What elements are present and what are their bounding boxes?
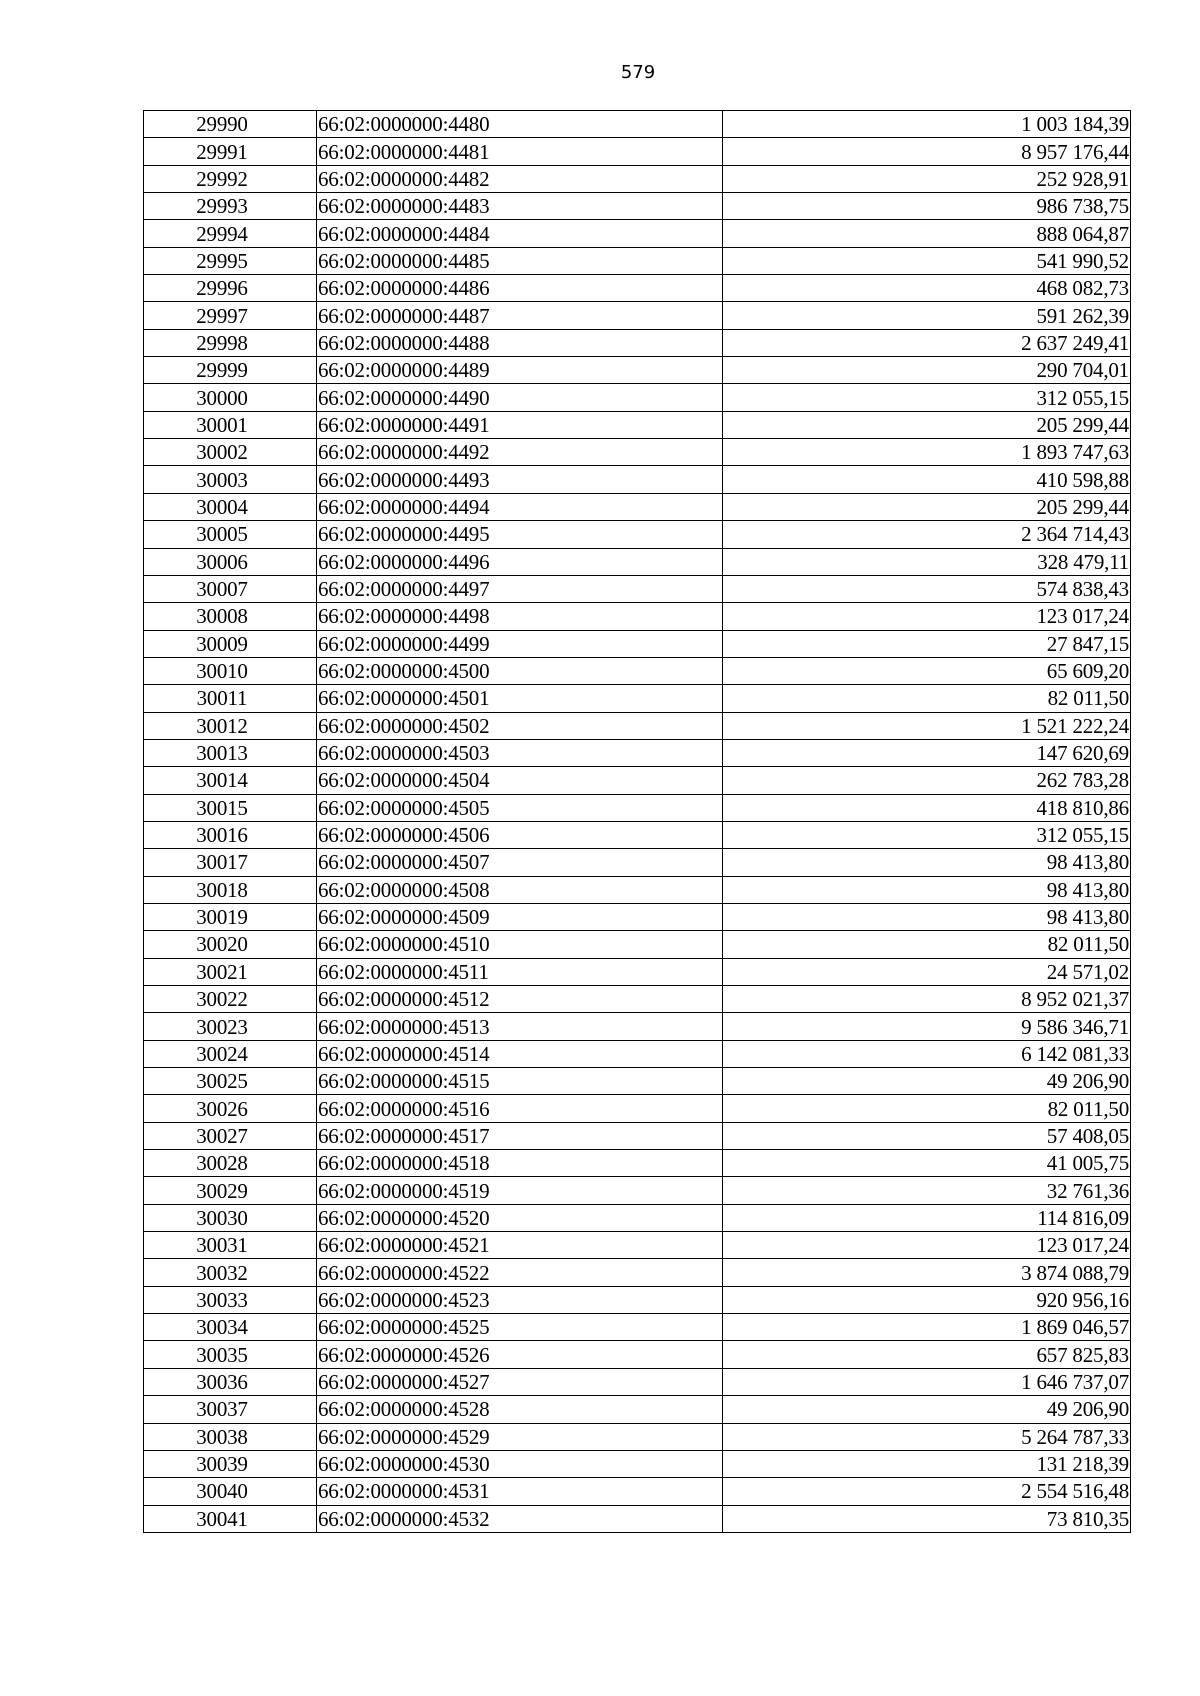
cadastral-value-cell: 82 011,50 <box>723 931 1131 958</box>
cadastral-value-cell: 82 011,50 <box>723 1095 1131 1122</box>
row-number-cell: 29999 <box>144 357 317 384</box>
row-number-cell: 30041 <box>144 1505 317 1532</box>
cadastral-value-cell: 591 262,39 <box>723 302 1131 329</box>
cadastral-value-cell: 98 413,80 <box>723 903 1131 930</box>
cadastral-value-cell: 657 825,83 <box>723 1341 1131 1368</box>
cadastral-value-cell: 1 646 737,07 <box>723 1368 1131 1395</box>
row-number-cell: 29997 <box>144 302 317 329</box>
table-row <box>144 193 1131 220</box>
row-number-cell: 30024 <box>144 1040 317 1067</box>
row-number-cell: 30023 <box>144 1013 317 1040</box>
row-number-cell: 30035 <box>144 1341 317 1368</box>
cadastral-number-cell: 66:02:0000000:4489 <box>317 357 723 384</box>
cadastral-value-cell: 131 218,39 <box>723 1450 1131 1477</box>
row-number-cell: 30000 <box>144 384 317 411</box>
cadastral-value-cell: 65 609,20 <box>723 657 1131 684</box>
table-row <box>144 1368 1131 1395</box>
row-number-cell: 30019 <box>144 903 317 930</box>
cadastral-number-cell: 66:02:0000000:4483 <box>317 193 723 220</box>
cadastral-number-cell: 66:02:0000000:4523 <box>317 1286 723 1313</box>
cadastral-number-cell: 66:02:0000000:4508 <box>317 876 723 903</box>
cadastral-value-cell: 41 005,75 <box>723 1150 1131 1177</box>
cadastral-number-cell: 66:02:0000000:4526 <box>317 1341 723 1368</box>
row-number-cell: 30038 <box>144 1423 317 1450</box>
cadastral-value-cell: 2 637 249,41 <box>723 329 1131 356</box>
cadastral-value-cell: 3 874 088,79 <box>723 1259 1131 1286</box>
cadastral-value-cell: 1 003 184,39 <box>723 111 1131 138</box>
table-row <box>144 1122 1131 1149</box>
table-row <box>144 849 1131 876</box>
cadastral-value-cell: 312 055,15 <box>723 384 1131 411</box>
row-number-cell: 30010 <box>144 657 317 684</box>
table-row <box>144 111 1131 138</box>
cadastral-number-cell: 66:02:0000000:4481 <box>317 138 723 165</box>
table-row <box>144 329 1131 356</box>
table-row <box>144 548 1131 575</box>
cadastral-number-cell: 66:02:0000000:4501 <box>317 685 723 712</box>
table-row <box>144 275 1131 302</box>
table-row <box>144 1341 1131 1368</box>
row-number-cell: 30027 <box>144 1122 317 1149</box>
row-number-cell: 30030 <box>144 1204 317 1231</box>
row-number-cell: 30037 <box>144 1396 317 1423</box>
cadastral-value-cell: 49 206,90 <box>723 1068 1131 1095</box>
cadastral-number-cell: 66:02:0000000:4519 <box>317 1177 723 1204</box>
table-row <box>144 821 1131 848</box>
table-row <box>144 1396 1131 1423</box>
table-row <box>144 1204 1131 1231</box>
cadastral-number-cell: 66:02:0000000:4522 <box>317 1259 723 1286</box>
row-number-cell: 30025 <box>144 1068 317 1095</box>
row-number-cell: 30013 <box>144 739 317 766</box>
row-number-cell: 30017 <box>144 849 317 876</box>
cadastral-number-cell: 66:02:0000000:4480 <box>317 111 723 138</box>
table-row <box>144 1286 1131 1313</box>
cadastral-value-cell: 1 893 747,63 <box>723 439 1131 466</box>
table-row <box>144 794 1131 821</box>
cadastral-value-cell: 986 738,75 <box>723 193 1131 220</box>
cadastral-value-cell: 2 364 714,43 <box>723 521 1131 548</box>
cadastral-value-cell: 205 299,44 <box>723 493 1131 520</box>
table-row <box>144 876 1131 903</box>
table-row <box>144 138 1131 165</box>
table-row <box>144 302 1131 329</box>
cadastral-value-cell: 5 264 787,33 <box>723 1423 1131 1450</box>
cadastral-value-cell: 2 554 516,48 <box>723 1478 1131 1505</box>
row-number-cell: 29996 <box>144 275 317 302</box>
cadastral-value-cell: 27 847,15 <box>723 630 1131 657</box>
table-row <box>144 439 1131 466</box>
table-row <box>144 466 1131 493</box>
row-number-cell: 30020 <box>144 931 317 958</box>
cadastral-value-cell: 1 869 046,57 <box>723 1314 1131 1341</box>
cadastral-value-cell: 1 521 222,24 <box>723 712 1131 739</box>
row-number-cell: 30011 <box>144 685 317 712</box>
cadastral-value-cell: 418 810,86 <box>723 794 1131 821</box>
cadastral-value-cell: 49 206,90 <box>723 1396 1131 1423</box>
cadastral-number-cell: 66:02:0000000:4512 <box>317 986 723 1013</box>
table-row <box>144 767 1131 794</box>
table-row <box>144 1068 1131 1095</box>
cadastral-number-cell: 66:02:0000000:4492 <box>317 439 723 466</box>
cadastral-value-table <box>143 110 1131 1533</box>
row-number-cell: 30004 <box>144 493 317 520</box>
cadastral-value-cell: 920 956,16 <box>723 1286 1131 1313</box>
row-number-cell: 30032 <box>144 1259 317 1286</box>
table-row <box>144 357 1131 384</box>
table-body <box>144 111 1131 1533</box>
row-number-cell: 30033 <box>144 1286 317 1313</box>
cadastral-number-cell: 66:02:0000000:4532 <box>317 1505 723 1532</box>
table-row <box>144 1095 1131 1122</box>
row-number-cell: 29990 <box>144 111 317 138</box>
table-row <box>144 1505 1131 1532</box>
cadastral-number-cell: 66:02:0000000:4488 <box>317 329 723 356</box>
cadastral-value-cell: 9 586 346,71 <box>723 1013 1131 1040</box>
cadastral-number-cell: 66:02:0000000:4510 <box>317 931 723 958</box>
table-row <box>144 657 1131 684</box>
table-row <box>144 958 1131 985</box>
cadastral-value-cell: 410 598,88 <box>723 466 1131 493</box>
row-number-cell: 29993 <box>144 193 317 220</box>
row-number-cell: 30001 <box>144 411 317 438</box>
cadastral-number-cell: 66:02:0000000:4511 <box>317 958 723 985</box>
page-number: 579 <box>620 62 656 83</box>
table-row <box>144 903 1131 930</box>
row-number-cell: 29998 <box>144 329 317 356</box>
table-row <box>144 493 1131 520</box>
cadastral-value-cell: 541 990,52 <box>723 247 1131 274</box>
table-row <box>144 1478 1131 1505</box>
cadastral-number-cell: 66:02:0000000:4521 <box>317 1232 723 1259</box>
cadastral-value-cell: 73 810,35 <box>723 1505 1131 1532</box>
cadastral-value-cell: 205 299,44 <box>723 411 1131 438</box>
cadastral-number-cell: 66:02:0000000:4504 <box>317 767 723 794</box>
cadastral-number-cell: 66:02:0000000:4500 <box>317 657 723 684</box>
table-row <box>144 1259 1131 1286</box>
row-number-cell: 30002 <box>144 439 317 466</box>
cadastral-value-cell: 574 838,43 <box>723 575 1131 602</box>
cadastral-number-cell: 66:02:0000000:4529 <box>317 1423 723 1450</box>
cadastral-number-cell: 66:02:0000000:4503 <box>317 739 723 766</box>
cadastral-number-cell: 66:02:0000000:4494 <box>317 493 723 520</box>
cadastral-value-cell: 98 413,80 <box>723 849 1131 876</box>
row-number-cell: 30018 <box>144 876 317 903</box>
row-number-cell: 29991 <box>144 138 317 165</box>
cadastral-number-cell: 66:02:0000000:4520 <box>317 1204 723 1231</box>
cadastral-number-cell: 66:02:0000000:4490 <box>317 384 723 411</box>
row-number-cell: 30026 <box>144 1095 317 1122</box>
cadastral-number-cell: 66:02:0000000:4518 <box>317 1150 723 1177</box>
cadastral-number-cell: 66:02:0000000:4505 <box>317 794 723 821</box>
cadastral-value-cell: 328 479,11 <box>723 548 1131 575</box>
cadastral-number-cell: 66:02:0000000:4487 <box>317 302 723 329</box>
cadastral-number-cell: 66:02:0000000:4495 <box>317 521 723 548</box>
cadastral-number-cell: 66:02:0000000:4498 <box>317 603 723 630</box>
cadastral-number-cell: 66:02:0000000:4514 <box>317 1040 723 1067</box>
cadastral-number-cell: 66:02:0000000:4525 <box>317 1314 723 1341</box>
cadastral-number-cell: 66:02:0000000:4484 <box>317 220 723 247</box>
row-number-cell: 30016 <box>144 821 317 848</box>
cadastral-number-cell: 66:02:0000000:4486 <box>317 275 723 302</box>
cadastral-number-cell: 66:02:0000000:4482 <box>317 165 723 192</box>
cadastral-number-cell: 66:02:0000000:4516 <box>317 1095 723 1122</box>
cadastral-number-cell: 66:02:0000000:4509 <box>317 903 723 930</box>
cadastral-value-cell: 262 783,28 <box>723 767 1131 794</box>
table-row <box>144 1040 1131 1067</box>
cadastral-number-cell: 66:02:0000000:4528 <box>317 1396 723 1423</box>
row-number-cell: 30021 <box>144 958 317 985</box>
cadastral-value-cell: 8 957 176,44 <box>723 138 1131 165</box>
row-number-cell: 29994 <box>144 220 317 247</box>
table-row <box>144 712 1131 739</box>
cadastral-value-cell: 888 064,87 <box>723 220 1131 247</box>
row-number-cell: 30005 <box>144 521 317 548</box>
row-number-cell: 29992 <box>144 165 317 192</box>
cadastral-number-cell: 66:02:0000000:4499 <box>317 630 723 657</box>
table-row <box>144 521 1131 548</box>
row-number-cell: 30012 <box>144 712 317 739</box>
table-row <box>144 575 1131 602</box>
cadastral-number-cell: 66:02:0000000:4530 <box>317 1450 723 1477</box>
cadastral-value-cell: 123 017,24 <box>723 603 1131 630</box>
table-row <box>144 1150 1131 1177</box>
cadastral-value-cell: 312 055,15 <box>723 821 1131 848</box>
table-row <box>144 384 1131 411</box>
cadastral-value-cell: 290 704,01 <box>723 357 1131 384</box>
cadastral-value-cell: 468 082,73 <box>723 275 1131 302</box>
row-number-cell: 30028 <box>144 1150 317 1177</box>
cadastral-number-cell: 66:02:0000000:4527 <box>317 1368 723 1395</box>
cadastral-number-cell: 66:02:0000000:4491 <box>317 411 723 438</box>
row-number-cell: 30029 <box>144 1177 317 1204</box>
cadastral-number-cell: 66:02:0000000:4507 <box>317 849 723 876</box>
row-number-cell: 30036 <box>144 1368 317 1395</box>
row-number-cell: 30022 <box>144 986 317 1013</box>
row-number-cell: 29995 <box>144 247 317 274</box>
row-number-cell: 30040 <box>144 1478 317 1505</box>
cadastral-number-cell: 66:02:0000000:4513 <box>317 1013 723 1040</box>
cadastral-number-cell: 66:02:0000000:4506 <box>317 821 723 848</box>
cadastral-value-cell: 114 816,09 <box>723 1204 1131 1231</box>
cadastral-number-cell: 66:02:0000000:4493 <box>317 466 723 493</box>
cadastral-value-cell: 82 011,50 <box>723 685 1131 712</box>
row-number-cell: 30008 <box>144 603 317 630</box>
cadastral-value-cell: 123 017,24 <box>723 1232 1131 1259</box>
cadastral-value-cell: 98 413,80 <box>723 876 1131 903</box>
table-row <box>144 630 1131 657</box>
row-number-cell: 30015 <box>144 794 317 821</box>
table-row <box>144 1450 1131 1477</box>
row-number-cell: 30031 <box>144 1232 317 1259</box>
row-number-cell: 30009 <box>144 630 317 657</box>
row-number-cell: 30007 <box>144 575 317 602</box>
cadastral-value-cell: 6 142 081,33 <box>723 1040 1131 1067</box>
row-number-cell: 30014 <box>144 767 317 794</box>
table-row <box>144 1314 1131 1341</box>
cadastral-number-cell: 66:02:0000000:4515 <box>317 1068 723 1095</box>
cadastral-number-cell: 66:02:0000000:4502 <box>317 712 723 739</box>
cadastral-number-cell: 66:02:0000000:4496 <box>317 548 723 575</box>
table-row <box>144 685 1131 712</box>
row-number-cell: 30039 <box>144 1450 317 1477</box>
table-row <box>144 931 1131 958</box>
cadastral-value-cell: 8 952 021,37 <box>723 986 1131 1013</box>
cadastral-number-cell: 66:02:0000000:4517 <box>317 1122 723 1149</box>
cadastral-value-cell: 252 928,91 <box>723 165 1131 192</box>
cadastral-value-cell: 32 761,36 <box>723 1177 1131 1204</box>
row-number-cell: 30034 <box>144 1314 317 1341</box>
table-row <box>144 1232 1131 1259</box>
table-row <box>144 247 1131 274</box>
table-row <box>144 603 1131 630</box>
cadastral-number-cell: 66:02:0000000:4497 <box>317 575 723 602</box>
cadastral-value-cell: 147 620,69 <box>723 739 1131 766</box>
table-row <box>144 986 1131 1013</box>
table-row <box>144 220 1131 247</box>
cadastral-number-cell: 66:02:0000000:4485 <box>317 247 723 274</box>
row-number-cell: 30006 <box>144 548 317 575</box>
table-row <box>144 411 1131 438</box>
table-row <box>144 1013 1131 1040</box>
table-row <box>144 1423 1131 1450</box>
cadastral-number-cell: 66:02:0000000:4531 <box>317 1478 723 1505</box>
table-row <box>144 165 1131 192</box>
cadastral-value-cell: 24 571,02 <box>723 958 1131 985</box>
table-row <box>144 739 1131 766</box>
cadastral-value-cell: 57 408,05 <box>723 1122 1131 1149</box>
row-number-cell: 30003 <box>144 466 317 493</box>
table-row <box>144 1177 1131 1204</box>
